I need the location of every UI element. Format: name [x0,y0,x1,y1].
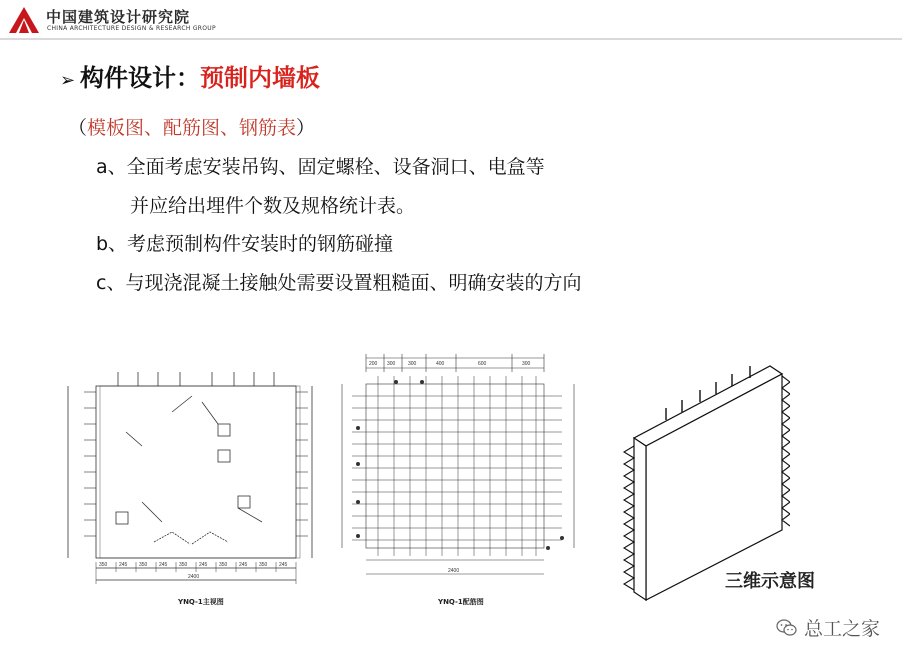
rebar-dim-2: 300 [387,361,396,367]
rebar-dim-1: 200 [369,361,378,367]
model-caption: 三维示意图 [725,571,815,592]
slide-title [60,58,320,93]
point-a-cont: 并应给出埋件个数及规格统计表。 [130,195,416,217]
template-dim-9: 350 [259,562,268,568]
rebar-dim-3: 300 [408,361,417,367]
template-dim-3: 350 [139,562,148,568]
point-a: a、全面考虑安装吊钩、固定螺栓、设备洞口、电盒等 [96,156,545,178]
template-dim-5: 350 [179,562,188,568]
template-dim-10: 245 [279,562,288,568]
header-bar [0,0,902,40]
subtitle-text: 模板图、配筋图、钢筋表 [87,117,297,139]
watermark-text: 总工之家 [803,618,880,640]
title-highlight: 预制内墙板 [200,64,320,92]
header-divider [0,38,902,40]
cadg-logo-icon [8,6,40,34]
subtitle-close-paren: ） [296,117,316,139]
title-prefix: 构件设计： [80,64,200,92]
template-dim-6: 245 [199,562,208,568]
template-dim-2: 245 [119,562,128,568]
point-b: b、考虑预制构件安装时的钢筋碰撞 [96,233,394,255]
point-c: c、与现浇混凝土接触处需要设置粗糙面、明确安装的方向 [96,272,582,294]
template-drawing [62,372,316,610]
rebar-dim-6: 300 [522,361,531,367]
template-dim-4: 245 [159,562,168,568]
org-name-en: CHINA ARCHITECTURE DESIGN & RESEARCH GROUP [47,25,216,32]
rebar-caption: YNQ-1配筋图 [438,598,484,606]
watermark [776,614,880,641]
rebar-total-dim: 2400 [448,568,460,574]
template-total-dim: 2400 [188,574,200,580]
template-dim-7: 350 [219,562,228,568]
template-dim-1: 350 [99,562,108,568]
template-dim-8: 245 [239,562,248,568]
wechat-icon [776,619,798,637]
org-name-cn: 中国建筑设计研究院 [46,8,191,26]
subtitle-open-paren: （ [68,117,88,139]
subtitle [68,113,315,140]
rebar-dim-5: 600 [478,361,487,367]
rebar-dim-4: 400 [436,361,445,367]
template-caption: YNQ-1主视图 [178,598,224,606]
arrow-bullet-icon: ➢ [60,70,76,91]
rebar-drawing [336,352,584,610]
